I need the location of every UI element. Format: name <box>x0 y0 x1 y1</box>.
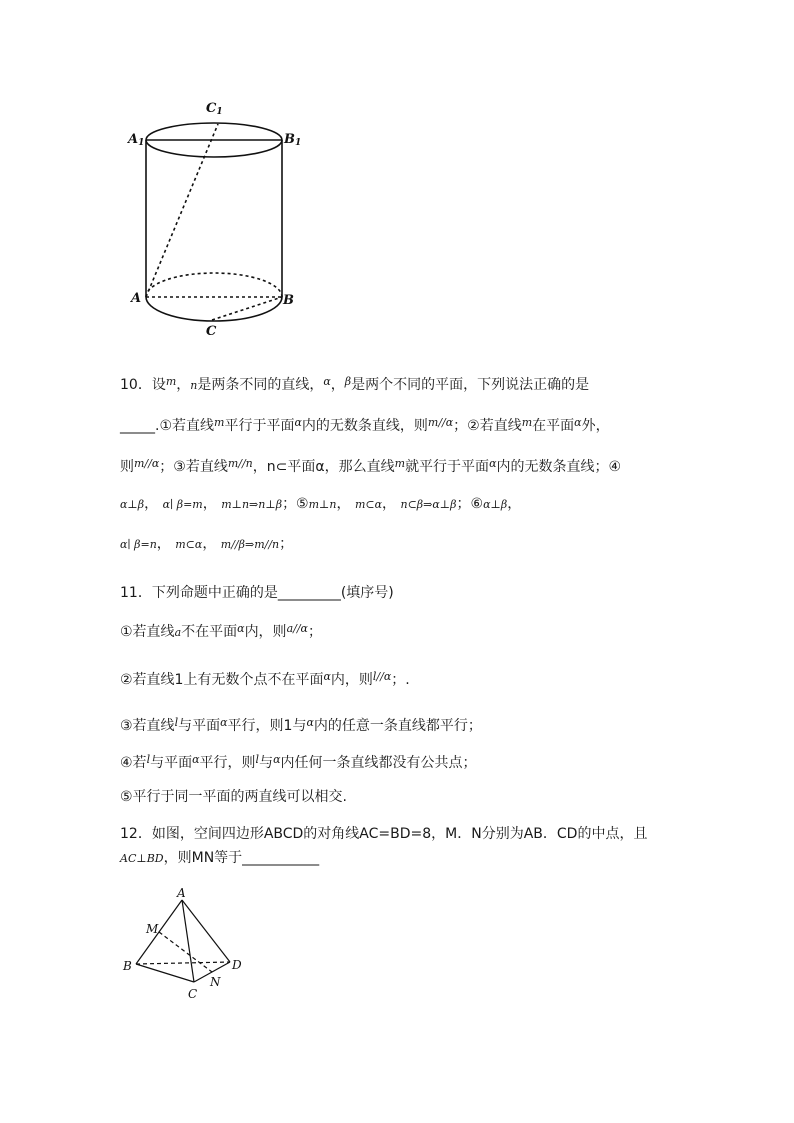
q11-item-1: ①若直线a不在平面$^\alpha$内，则$^{a//\alpha}$； <box>120 622 322 640</box>
edge-bd <box>136 962 230 964</box>
segment-cb <box>212 297 282 320</box>
label-a: A <box>177 886 186 900</box>
q12-line-1: 12．如图，空间四边形ABCD的对角线AC=BD=8，M．N分别为AB．CD的中点，且 <box>120 826 648 842</box>
q12-line-2: AC⊥BD，则MN等于___________ <box>120 850 320 866</box>
q10-line-2: _____.①若直线$^m$平行于平面$^\alpha$内的无数条直线，则$^{m//\alpha}$；②若直线$^m$在平面$^\alpha$外， <box>120 416 610 434</box>
bottom-back-arc <box>146 273 282 297</box>
label-a1: A1 <box>128 132 145 148</box>
cylinder-figure <box>120 95 310 340</box>
q11-item-4: ④若$^l$与平面$^\alpha$平行，则$^l$与$^\alpha$内任何一条直线都没有公共点； <box>120 753 477 771</box>
q11-item-2: ②若直线1上有无数个点不在平面$^\alpha$内，则$^{l//\alpha}$；. <box>120 670 410 688</box>
bottom-front-arc <box>146 297 282 321</box>
label-c1: C1 <box>206 101 223 117</box>
q11-answer-blank: _________ <box>277 585 341 601</box>
label-n: N <box>210 975 221 989</box>
label-b1: B1 <box>284 132 302 148</box>
q11-title: 11．下列命题中正确的是_________(填序号) <box>120 585 394 601</box>
label-b: B <box>123 959 132 973</box>
label-a: A <box>131 291 142 306</box>
q10-line-4: α⊥β， α∣ β=m， m⊥n⇒n⊥β；⑤m⊥n， m⊂α， n⊂β⇒α⊥β；⑥α⊥β， <box>120 496 522 512</box>
label-c: C <box>188 987 198 1001</box>
label-b: B <box>283 293 294 308</box>
q11-item-5: ⑤平行于同一平面的两直线可以相交. <box>120 789 348 805</box>
q11-item-3: ③若直线$^l$与平面$^\alpha$平行，则1与$^\alpha$内的任意一条直线都平行； <box>120 716 482 734</box>
tetrahedron-figure <box>118 885 248 1005</box>
label-m: M <box>146 922 159 936</box>
q10-line-5: α∣ β=n， m⊂α， m//β⇒m//n； <box>120 536 294 552</box>
q10-line-1: 10．设$^m$，n是两条不同的直线，$^\alpha$，$^\beta$是两个不同的平面，下列说法正确的是 <box>120 375 590 393</box>
q12-answer-blank: ___________ <box>242 850 320 866</box>
q10-line-3: 则$^{m//\alpha}$；③若直线$^{m//n}$，n⊂平面α，那么直线$^m$就平行于平面$^\alpha$内的无数条直线；④ <box>120 457 622 475</box>
segment-mn <box>159 932 212 972</box>
label-d: D <box>232 958 242 972</box>
edge-bc <box>136 964 194 982</box>
q10-answer-blank: _____ <box>120 418 155 434</box>
label-c: C <box>206 324 217 339</box>
